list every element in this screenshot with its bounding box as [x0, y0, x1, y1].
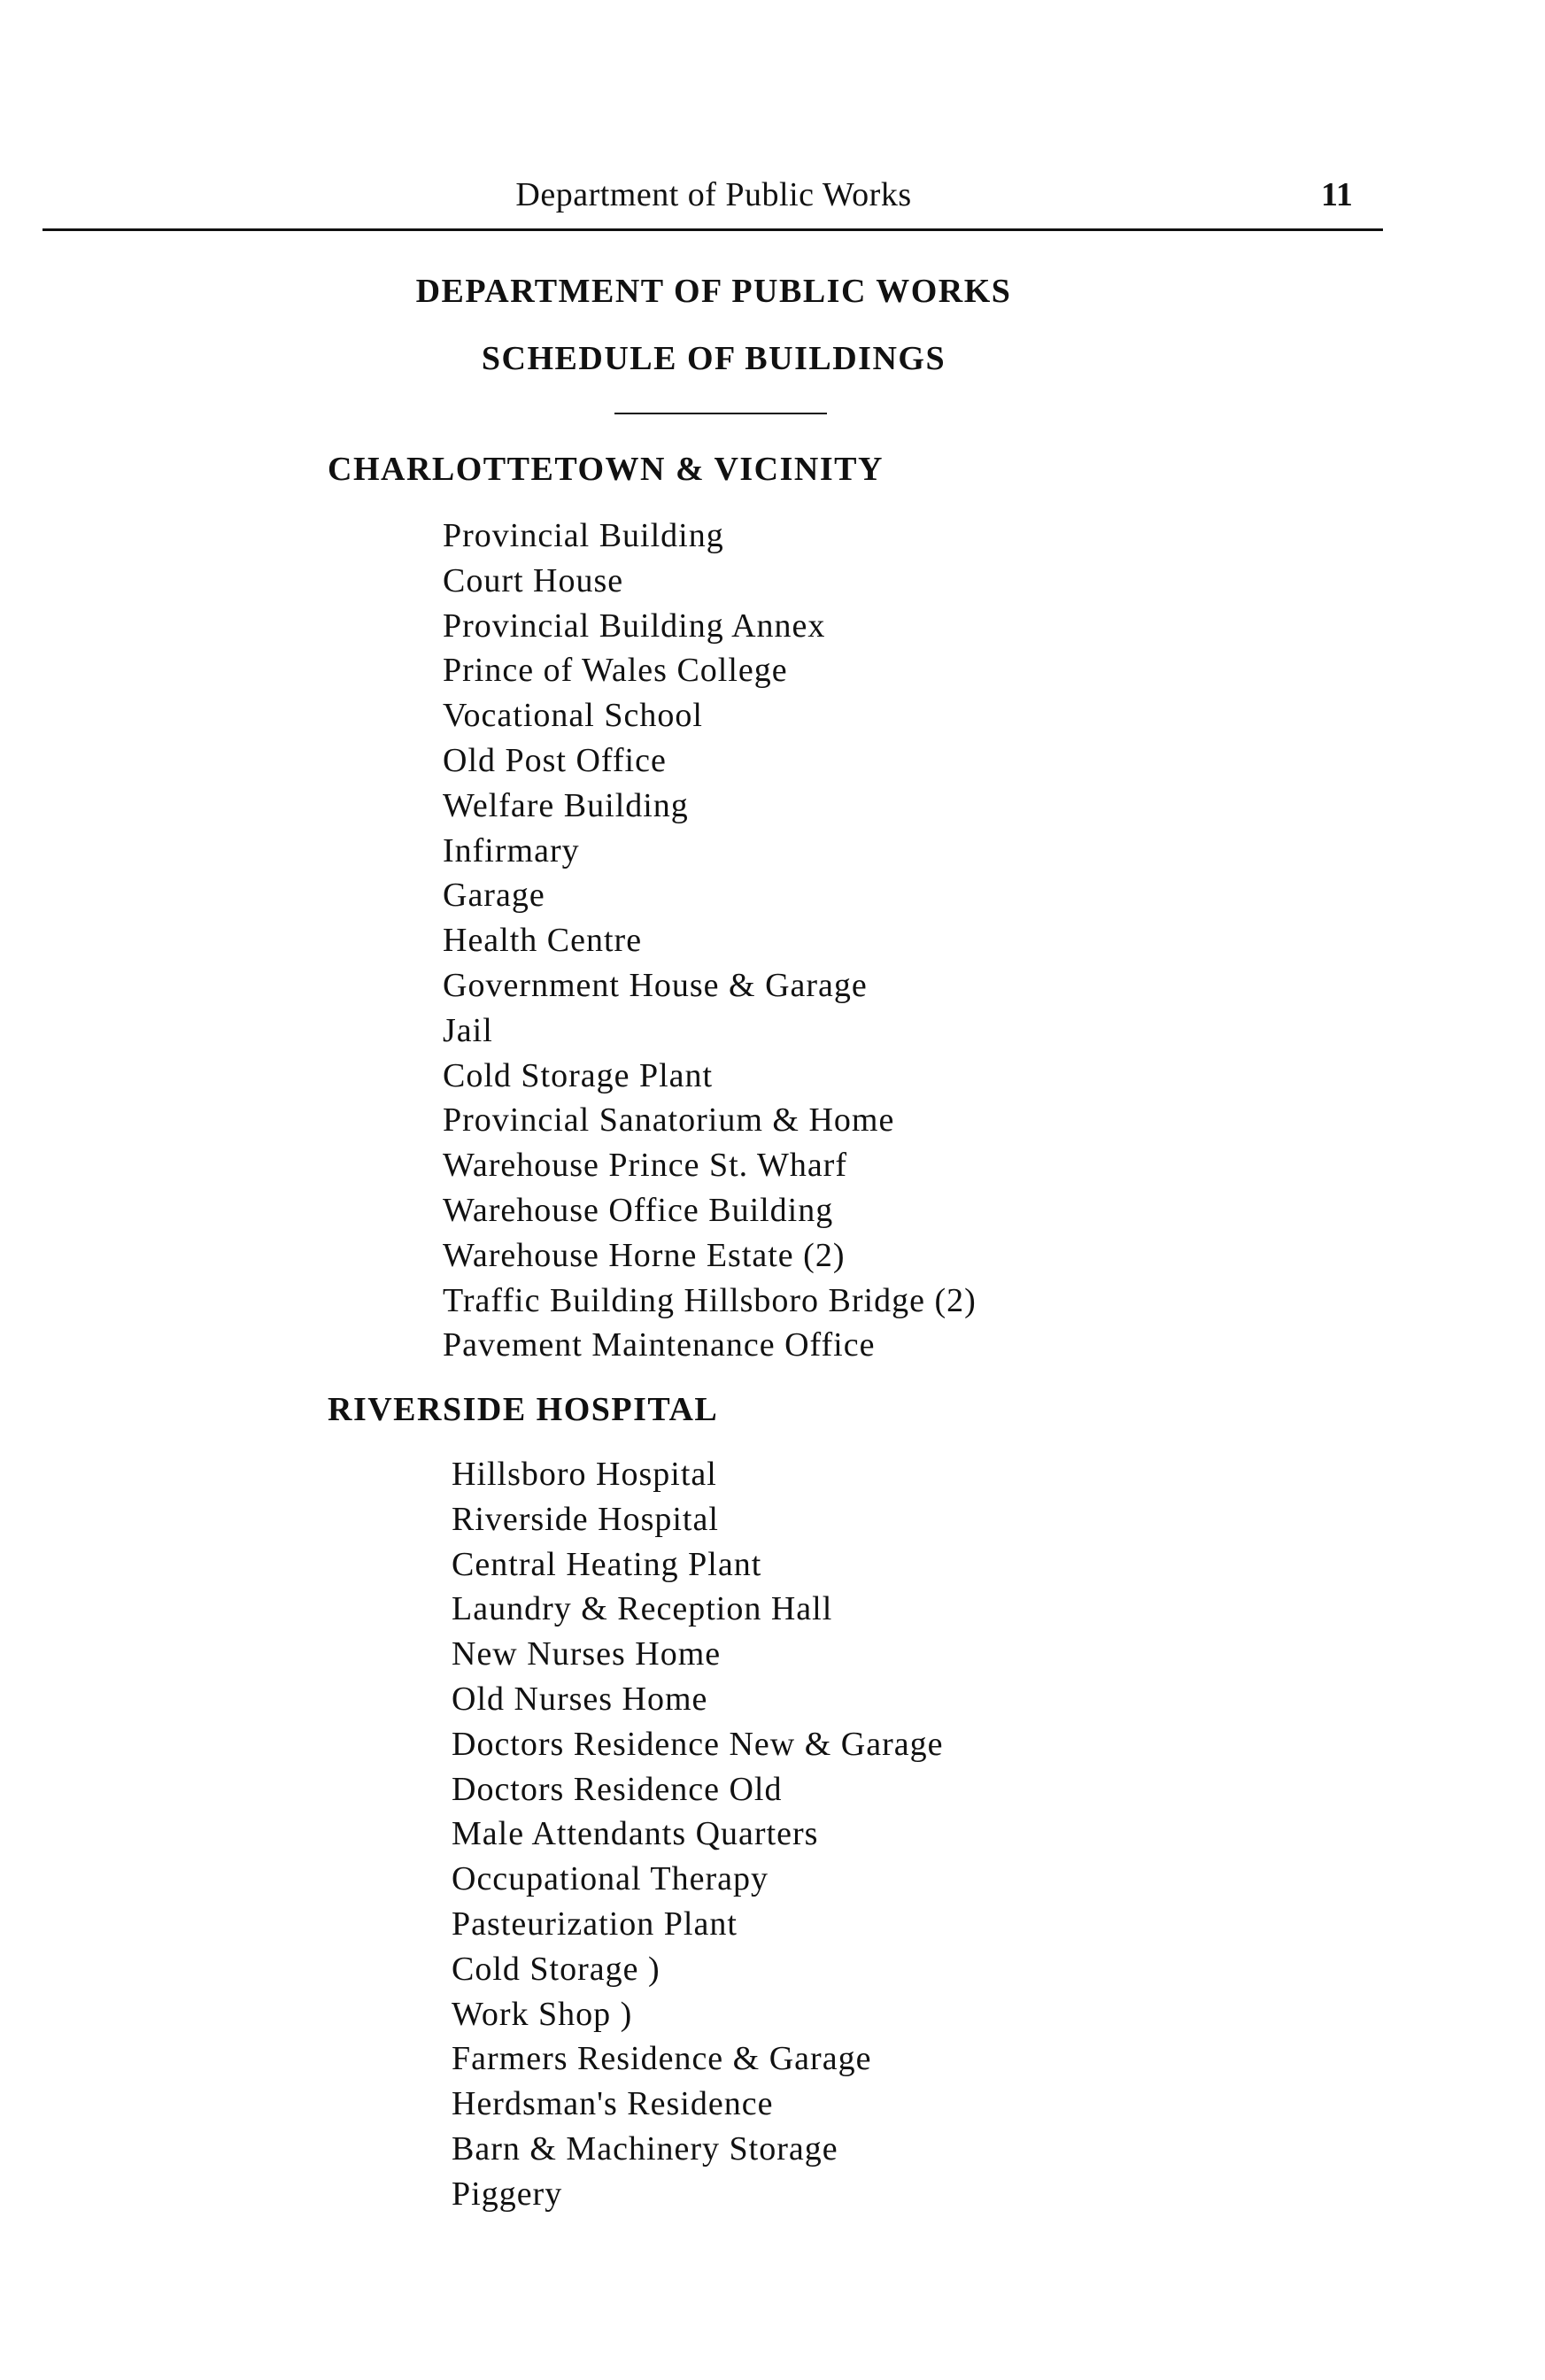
- building-list-item: Pavement Maintenance Office: [443, 1326, 876, 1364]
- building-list-item: Riverside Hospital: [452, 1500, 719, 1538]
- building-list-item: Central Heating Plant: [452, 1545, 762, 1583]
- building-list-item: Work Shop ): [452, 1995, 633, 2033]
- building-list-item: Vocational School: [443, 697, 703, 735]
- running-head: [0, 170, 1545, 223]
- building-list-item: Doctors Residence New & Garage: [452, 1725, 944, 1763]
- section-heading-riverside: RIVERSIDE HOSPITAL: [328, 1391, 719, 1428]
- building-list-item: Barn & Machinery Storage: [452, 2129, 838, 2168]
- building-list-item: Occupational Therapy: [452, 1860, 769, 1898]
- building-list-item: Warehouse Prince St. Wharf: [443, 1147, 847, 1185]
- building-list-item: Jail: [443, 1011, 493, 1049]
- building-list-item: Male Attendants Quarters: [452, 1815, 819, 1853]
- building-list-item: Garage: [443, 877, 545, 915]
- building-list-item: Hillsboro Hospital: [452, 1456, 717, 1493]
- building-list-item: Provincial Sanatorium & Home: [443, 1101, 895, 1140]
- title-divider: [614, 413, 827, 414]
- building-list-item: Laundry & Reception Hall: [452, 1590, 833, 1628]
- document-title-line-2: SCHEDULE OF BUILDINGS: [481, 340, 946, 377]
- building-list-item: Farmers Residence & Garage: [452, 2040, 872, 2078]
- building-list-item: Cold Storage ): [452, 1950, 660, 1988]
- building-list-item: Provincial Building Annex: [443, 607, 826, 645]
- building-list-item: Government House & Garage: [443, 966, 868, 1004]
- building-list-charlottetown: [443, 514, 977, 1368]
- building-list-item: Traffic Building Hillsboro Bridge (2): [443, 1281, 977, 1319]
- building-list-item: Piggery: [452, 2175, 563, 2213]
- section-heading-charlottetown: CHARLOTTETOWN & VICINITY: [328, 451, 884, 488]
- document-title-line-1: DEPARTMENT OF PUBLIC WORKS: [415, 273, 1012, 310]
- building-list-item: Pasteurization Plant: [452, 1905, 738, 1943]
- building-list-riverside: [452, 1452, 943, 2217]
- building-list-item: Health Centre: [443, 922, 643, 960]
- building-list-item: Welfare Building: [443, 786, 689, 824]
- building-list-item: Prince of Wales College: [443, 652, 788, 690]
- building-list-item: Court House: [443, 561, 624, 599]
- building-list-item: Doctors Residence Old: [452, 1770, 783, 1808]
- running-head-title: Department of Public Works: [515, 176, 912, 213]
- building-list-item: Herdsman's Residence: [452, 2085, 774, 2123]
- header-rule: [42, 228, 1383, 231]
- building-list-item: Warehouse Horne Estate (2): [443, 1236, 846, 1274]
- page-number: 11: [1321, 176, 1353, 213]
- building-list-item: Old Post Office: [443, 741, 667, 779]
- building-list-item: Cold Storage Plant: [443, 1056, 714, 1094]
- building-list-item: Provincial Building: [443, 517, 724, 554]
- building-list-item: Old Nurses Home: [452, 1680, 708, 1718]
- building-list-item: New Nurses Home: [452, 1635, 722, 1673]
- building-list-item: Warehouse Office Building: [443, 1191, 834, 1229]
- building-list-item: Infirmary: [443, 831, 580, 869]
